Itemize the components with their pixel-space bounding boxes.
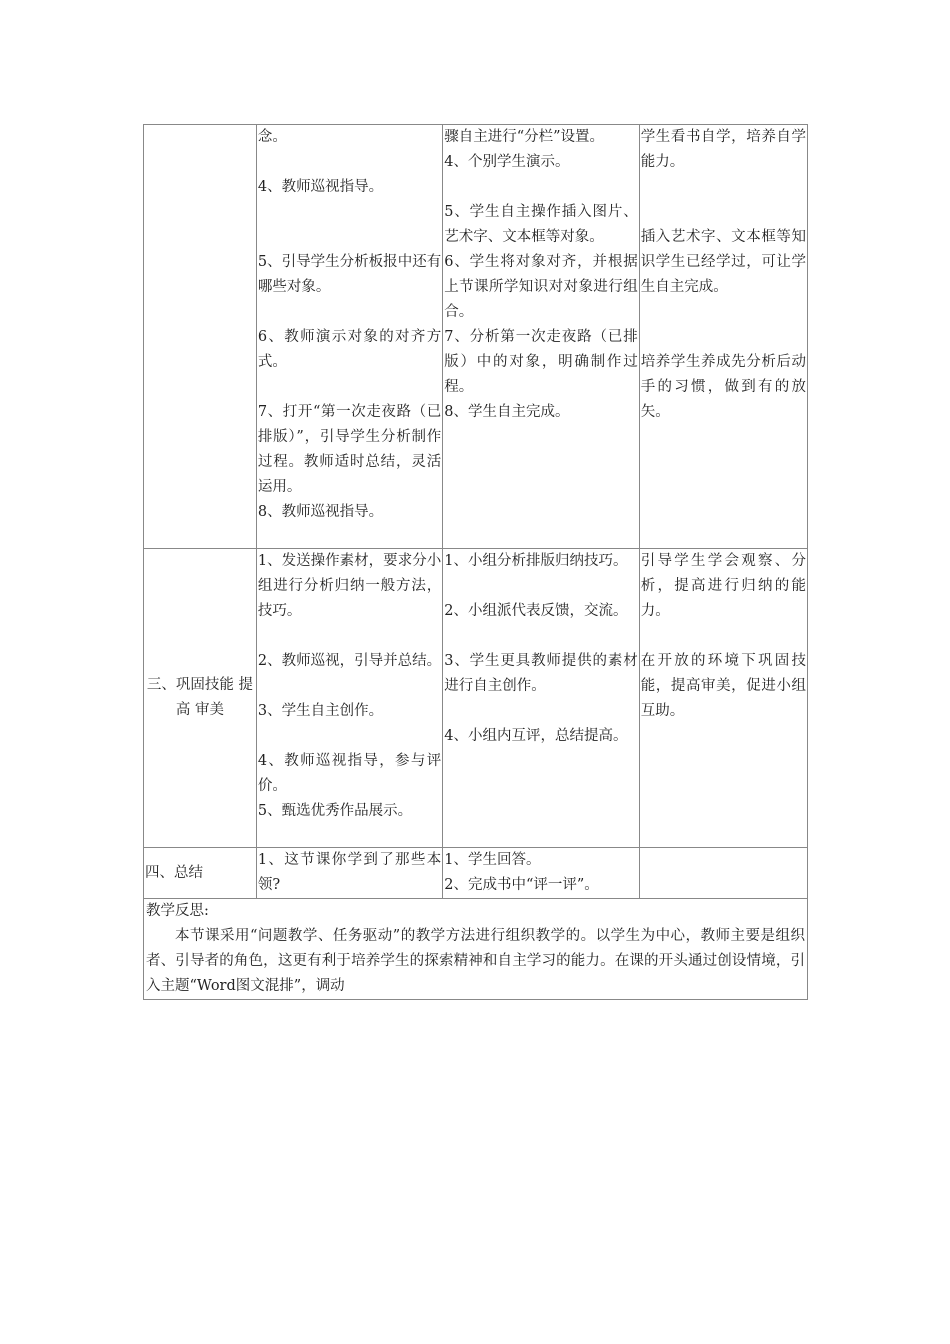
- design-intent-cell: [639, 125, 807, 549]
- stage-label: 四、总结: [145, 864, 203, 881]
- teacher-step: 8、教师巡视指导。: [257, 504, 384, 520]
- student-step: 1、小组分析排版归纳技巧。: [444, 553, 628, 569]
- teacher-step: 1、发送操作素材，要求分小组进行分析归纳一般方法，技巧。: [257, 553, 442, 619]
- table-row: [144, 549, 808, 848]
- design-intent-cell: [639, 549, 807, 848]
- teacher-activity-cell: [256, 549, 442, 848]
- student-step: 4、小组内互评，总结提高。: [444, 728, 628, 744]
- stage-cell: [144, 125, 257, 549]
- intent-note: 学生看书自学，培养自学能力。: [640, 129, 806, 170]
- student-step: 8、学生自主完成。: [444, 404, 570, 420]
- student-step: 7、分析第一次走夜路（已排版）中的对象，明确制作过程。: [444, 329, 638, 395]
- student-step: 6、学生将对象对齐，并根据上节课所学知识对对象进行组合。: [444, 254, 638, 320]
- student-step: 骤自主进行“分栏”设置。: [444, 129, 605, 145]
- teacher-step: 7、打开“第一次走夜路（已排版）”，引导学生分析制作过程。教师适时总结，灵活运用。: [257, 404, 442, 495]
- student-step: 1、学生回答。: [444, 852, 541, 868]
- reflection-body: 本节课采用“问题教学、任务驱动”的教学方法进行组织教学的。以学生为中心，教师主要是组织者、引导者的角色，这更有利于培养学生的探索精神和自主学习的能力。在课的开头通过创设情境，引入主题“Word图文混排”，调动: [146, 928, 805, 994]
- reflection-cell: [144, 899, 808, 1000]
- intent-note: 引导学生学会观察、分析，提高进行归纳的能力。: [640, 553, 806, 619]
- teacher-step: 5、甄选优秀作品展示。: [257, 803, 413, 819]
- teacher-step: 念。: [257, 129, 287, 145]
- student-activity-cell: [443, 549, 639, 848]
- teacher-step: 3、学生自主创作。: [257, 703, 384, 719]
- intent-note: 插入艺术字、文本框等知识学生已经学过，可让学生自主完成。: [640, 229, 806, 295]
- stage-cell: [144, 848, 257, 899]
- stage-cell: [144, 549, 257, 848]
- intent-note: 在开放的环境下巩固技能，提高审美，促进小组互助。: [640, 653, 806, 719]
- student-activity-cell: [443, 848, 639, 899]
- teacher-step: 5、引导学生分析板报中还有哪些对象。: [257, 254, 442, 295]
- lesson-plan-table: [143, 124, 808, 1000]
- teacher-step: 4、教师巡视指导。: [257, 179, 384, 195]
- lesson-plan-page: [143, 124, 808, 1000]
- teacher-step: 6、教师演示对象的对齐方式。: [257, 329, 442, 370]
- teacher-step: 4、教师巡视指导，参与评价。: [257, 753, 442, 794]
- student-step: 5、学生自主操作插入图片、艺术字、文本框等对象。: [444, 204, 638, 245]
- student-step: 2、完成书中“评一评”。: [444, 877, 599, 893]
- design-intent-cell: [639, 848, 807, 899]
- intent-note: 培养学生养成先分析后动手的习惯，做到有的放矢。: [640, 354, 806, 420]
- student-step: 2、小组派代表反馈，交流。: [444, 603, 628, 619]
- student-step: 3、学生更具教师提供的素材进行自主创作。: [444, 653, 638, 694]
- table-row: [144, 125, 808, 549]
- teacher-activity-cell: [256, 125, 442, 549]
- table-row: [144, 848, 808, 899]
- teacher-step: 2、教师巡视，引导并总结。: [257, 653, 442, 669]
- reflection-title: 教学反思:: [146, 903, 209, 919]
- teacher-activity-cell: [256, 848, 442, 899]
- student-step: 4、个别学生演示。: [444, 154, 570, 170]
- student-activity-cell: [443, 125, 639, 549]
- stage-label: 三、巩固技能 提高 审美: [146, 677, 253, 718]
- table-row: [144, 899, 808, 1000]
- teacher-step: 1、这节课你学到了那些本领?: [257, 852, 442, 893]
